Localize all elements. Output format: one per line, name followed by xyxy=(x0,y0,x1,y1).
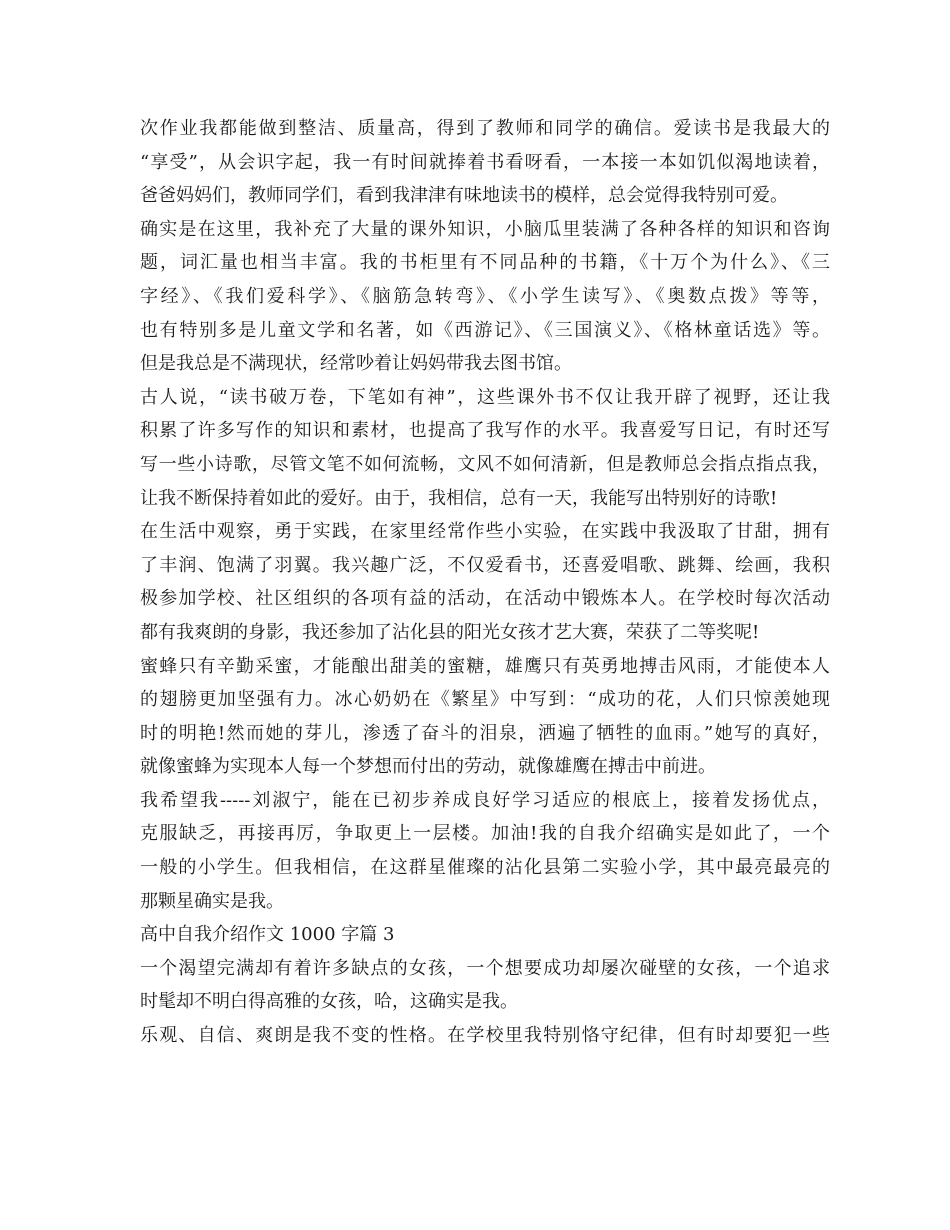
text-line: 蜜蜂只有辛勤采蜜，才能酿出甜美的蜜糖，雄鹰只有英勇地搏击风雨，才能使本人 xyxy=(140,655,830,677)
text-line: 次作业我都能做到整洁、质量高，得到了教师和同学的确信。爱读书是我最大的 xyxy=(140,118,830,139)
text-line: 那颗星确实是我。 xyxy=(140,890,284,912)
text-line: 古人说，“读书破万卷，下笔如有神”，这些课外书不仅让我开辟了视野，还让我 xyxy=(140,386,830,408)
text-line: 都有我爽朗的身影，我还参加了沾化县的阳光女孩才艺大赛，荣获了二等奖呢! xyxy=(140,621,760,643)
text-line: 就像蜜蜂为实现本人每一个梦想而付出的劳动，就像雄鹰在搏击中前进。 xyxy=(140,756,716,778)
text-line: 我希望我-----刘淑宁，能在已初步养成良好学习适应的根底上，接着发扬优点， xyxy=(140,789,830,811)
text-line: 时的明艳!然而她的芽儿，渗透了奋斗的泪泉，洒遍了牺牲的血雨。”她写的真好， xyxy=(140,722,830,744)
text-line: 的翅膀更加坚强有力。冰心奶奶在《繁星》中写到：“成功的花，人们只惊羡她现 xyxy=(140,689,830,711)
text-line: 时髦却不明白得高雅的女孩，哈，这确实是我。 xyxy=(140,991,518,1013)
text-line: 让我不断保持着如此的爱好。由于，我相信，总有一天，我能写出特别好的诗歌! xyxy=(140,487,778,509)
text-line: 但是我总是不满现状，经常吵着让妈妈带我去图书馆。 xyxy=(140,353,572,375)
text-line: 字经》、《我们爱科学》、《脑筋急转弯》、《小学生读写》、《奥数点拨》等等， xyxy=(140,285,830,307)
text-line: 也有特别多是儿童文学和名著，如《西游记》、《三国演义》、《格林童话选》等。 xyxy=(140,319,830,341)
text-line: 爸爸妈妈们，教师同学们，看到我津津有味地读书的模样，总会觉得我特别可爱。 xyxy=(140,185,788,207)
text-line: 极参加学校、社区组织的各项有益的活动，在活动中锻炼本人。在学校时每次活动 xyxy=(140,588,830,610)
text-line: 确实是在这里，我补充了大量的课外知识，小脑瓜里装满了各种各样的知识和咨询 xyxy=(140,218,830,240)
text-line: 一个渴望完满却有着许多缺点的女孩，一个想要成功却屡次碰壁的女孩，一个追求 xyxy=(140,957,830,979)
text-line: 在生活中观察，勇于实践，在家里经常作些小实验，在实践中我汲取了甘甜，拥有 xyxy=(140,521,830,543)
text-line: 积累了许多写作的知识和素材，也提高了我写作的水平。我喜爱写日记，有时还写 xyxy=(140,420,830,442)
text-line: 了丰润、饱满了羽翼。我兴趣广泛，不仅爱看书，还喜爱唱歌、跳舞、绘画，我积 xyxy=(140,554,830,576)
text-line: 一般的小学生。但我相信，在这群星催璨的沾化县第二实验小学，其中最亮最亮的 xyxy=(140,857,830,879)
text-line: 题，词汇量也相当丰富。我的书柜里有不同品种的书籍，《十万个为什么》、《三 xyxy=(140,252,830,274)
document-body xyxy=(140,112,830,1053)
text-line: 写一些小诗歌，尽管文笔不如何流畅，文风不如何清新，但是教师总会指点指点我， xyxy=(140,453,830,475)
text-line: “享受”，从会识字起，我一有时间就捧着书看呀看，一本接一本如饥似渴地读着， xyxy=(140,151,830,173)
text-line: 高中自我介绍作文 1000 字篇 3 xyxy=(140,924,395,946)
text-line: 乐观、自信、爽朗是我不变的性格。在学校里我特别恪守纪律，但有时却要犯一些 xyxy=(140,1025,830,1047)
text-line: 克服缺乏，再接再厉，争取更上一层楼。加油!我的自我介绍确实是如此了，一个 xyxy=(140,823,830,845)
